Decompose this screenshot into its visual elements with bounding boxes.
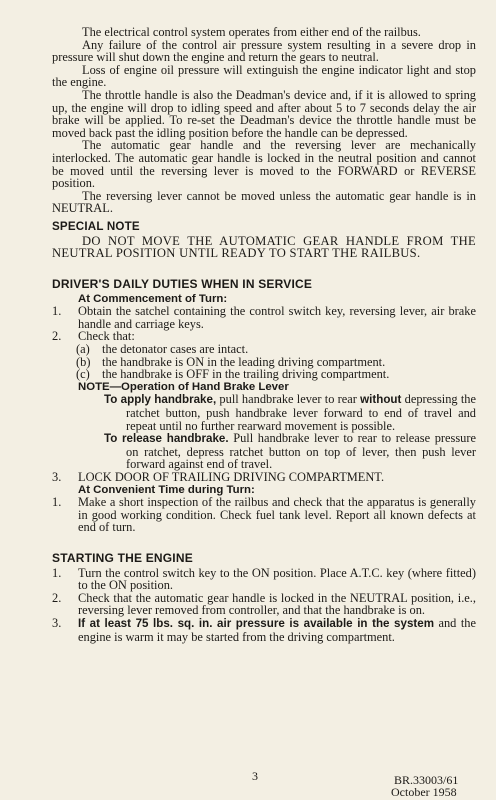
item-number: 3.	[52, 470, 62, 484]
item-text: Turn the control switch key to the ON position. Place A.T.C. key (where fitted) to the ON position.	[78, 565, 476, 593]
list-item	[52, 567, 476, 592]
item-text: Obtain the satchel containing the control switch key, reversing lever, air brake handle and carriage keys.	[78, 304, 476, 331]
item-number: 1.	[52, 304, 62, 319]
item-text: Make a short inspection of the railbus and check that the apparatus is generally in good working condition. Check fuel tank level. Report all known defects at end of turn.	[78, 495, 476, 535]
paragraph-throttle-deadman: The throttle handle is also the Deadman's device and, if it is allowed to spring up, the engine will drop to idling speed and after about 5 to 7 seconds delay the air brake will be applied. To re-set the Deadman's device the throttle handle must be moved back past the idling position before the handle can be depressed.	[52, 87, 476, 140]
item-number: 1.	[52, 565, 62, 580]
commencement-heading: At Commencement of Turn:	[78, 292, 228, 305]
item-number: 3.	[52, 615, 62, 630]
apply-lead: To apply handbrake,	[104, 393, 217, 407]
release-handbrake-instruction	[52, 432, 476, 471]
list-item	[52, 617, 476, 643]
special-note-heading: SPECIAL NOTE	[52, 219, 140, 233]
list-item	[52, 592, 476, 617]
handbrake-note-heading: NOTE—Operation of Hand Brake Lever	[78, 380, 289, 393]
convenient-time-heading: At Convenient Time during Turn:	[78, 483, 255, 496]
sub-item-label: (a)	[76, 342, 90, 357]
sub-item-text: the handbrake is ON in the leading driving compartment.	[102, 354, 386, 369]
apply-handbrake-instruction	[52, 393, 476, 432]
item-number: 2.	[52, 329, 62, 344]
air-pressure-condition: If at least 75 lbs. sq. in. air pressure is available in the system	[78, 616, 435, 630]
sub-list-item	[52, 368, 476, 381]
item-text	[78, 617, 476, 643]
list-item	[52, 471, 476, 484]
item-text: Check that:	[78, 329, 135, 344]
paragraph-electrical-control: The electrical control system operates from either end of the railbus.	[82, 25, 421, 39]
apply-text-2: depressing the ratchet button, push handbrake lever forward to end of travel and repeat until no further rearward movement is possible.	[126, 392, 476, 433]
sub-item-text: the detonator cases are intact.	[102, 342, 249, 357]
release-text: Pull handbrake lever to rear to release pressure on ratchet, depress ratchet button on top of lever, then push lever forward against end of travel.	[126, 431, 476, 472]
sub-item-label: (c)	[76, 367, 90, 382]
special-note-text: DO NOT MOVE THE AUTOMATIC GEAR HANDLE FROM THE NEUTRAL POSITION UNTIL READY TO START THE RAILBUS.	[52, 233, 476, 261]
page-number: 3	[252, 769, 258, 783]
publication-date: October 1958	[391, 785, 457, 799]
item-text: Check that the automatic gear handle is locked in the NEUTRAL position, i.e., reversing lever removed from controller, and that the handbrake is on.	[78, 590, 476, 618]
list-item	[52, 496, 476, 534]
apply-bold: without	[360, 393, 402, 407]
paragraph-air-pressure-failure: Any failure of the control air pressure system resulting in a severe drop in pressure will shut down the engine and return the gears to neutral.	[52, 37, 476, 65]
document-reference: BR.33003/61	[394, 773, 459, 787]
paragraph-oil-pressure: Loss of engine oil pressure will extinguish the engine indicator light and stop the engine.	[52, 62, 476, 90]
page-footer	[0, 768, 496, 800]
apply-text-1: pull handbrake lever to rear	[219, 392, 357, 407]
sub-item-label: (b)	[76, 354, 91, 369]
list-item	[52, 305, 476, 330]
start-condition-rest: and the engine is warm it may be started from the driving compartment.	[78, 615, 476, 644]
starting-engine-heading: STARTING THE ENGINE	[52, 550, 193, 565]
item-number: 1.	[52, 495, 62, 510]
item-text: LOCK DOOR OF TRAILING DRIVING COMPARTMENT.	[78, 470, 385, 484]
sub-item-text: the handbrake is OFF in the trailing driving compartment.	[102, 367, 390, 382]
paragraph-gear-interlock: The automatic gear handle and the reversing lever are mechanically interlocked. The automatic gear handle is locked in the neutral position and cannot be moved until the reversing lever is moved to the FORWARD or REVERSE position.	[52, 138, 476, 191]
daily-duties-heading: DRIVER'S DAILY DUTIES WHEN IN SERVICE	[52, 277, 313, 292]
paragraph-reversing-lever: The reversing lever cannot be moved unless the automatic gear handle is in NEUTRAL.	[52, 188, 476, 216]
release-lead: To release handbrake.	[104, 432, 229, 446]
item-number: 2.	[52, 590, 62, 605]
